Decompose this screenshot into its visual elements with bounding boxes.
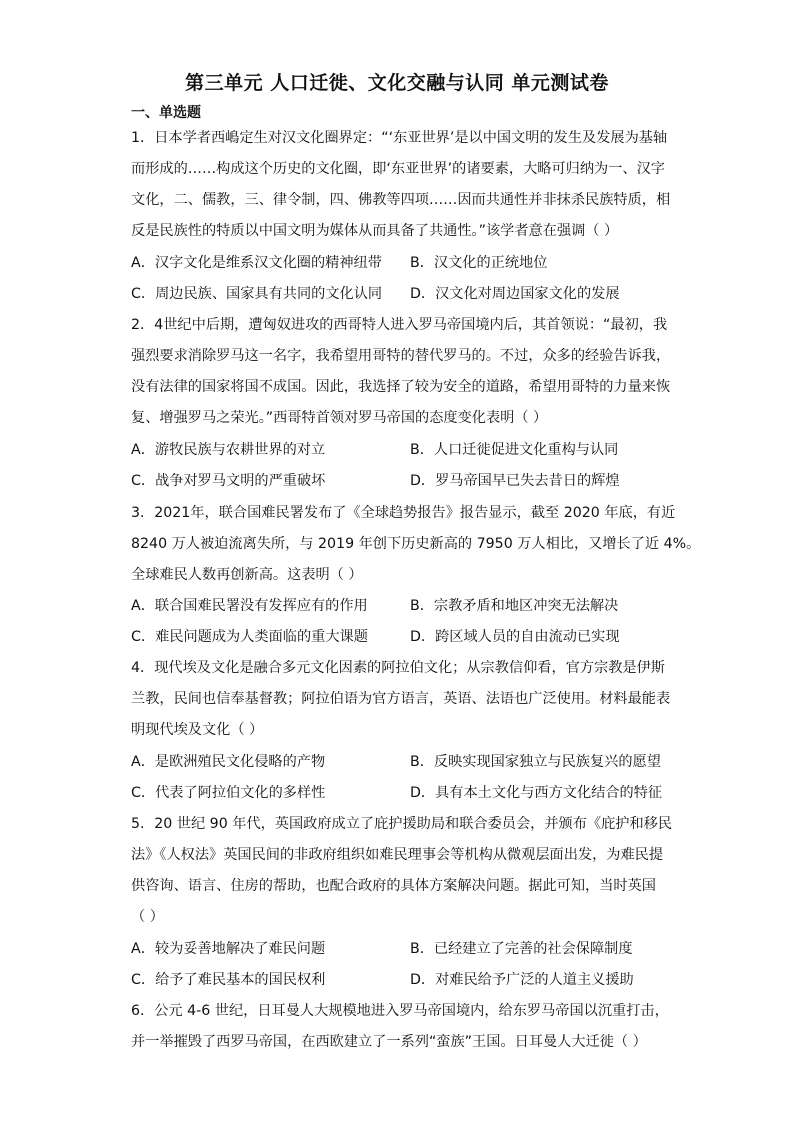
question-3-option-a[interactable]: A．联合国难民署没有发挥应有的作用 [131, 598, 368, 614]
question-3-option-b[interactable]: B．宗教矛盾和地区冲突无法解决 [410, 598, 619, 614]
question-1-option-b[interactable]: B．汉文化的正统地位 [410, 255, 548, 271]
question-4-option-c[interactable]: C．代表了阿拉伯文化的多样性 [131, 785, 326, 801]
question-1-line-3: 文化，二、儒教，三、律令制，四、佛教等四项……因而共通性并非抹杀民族特质，相 [131, 192, 671, 208]
question-1-option-d[interactable]: D．汉文化对周边国家文化的发展 [410, 286, 620, 302]
question-2-line-1: 2．4世纪中后期，遭匈奴进攻的西哥特人进入罗马帝国境内后，其首领说：“最初，我 [131, 317, 668, 333]
question-4-option-b[interactable]: B．反映实现国家独立与民族复兴的愿望 [410, 754, 661, 770]
question-4-line-1: 4．现代埃及文化是融合多元文化因素的阿拉伯文化；从宗教信仰看，官方宗教是伊斯 [131, 660, 665, 676]
question-5-line-4: （ ） [131, 909, 164, 925]
question-3-line-1: 3．2021年，联合国难民署发布了《全球趋势报告》报告显示，截至 2020 年底，有近 [131, 505, 676, 521]
question-2-option-a[interactable]: A．游牧民族与农耕世界的对立 [131, 442, 326, 458]
question-1-line-2: 而形成的……构成这个历史的文化圈，即‘东亚世界’的诸要素，大略可归纳为一、汉字 [131, 161, 665, 177]
question-4-line-2: 兰教，民间也信奉基督教；阿拉伯语为官方语言，英语、法语也广泛使用。材料最能表 [131, 691, 671, 707]
section-heading: 一、单选题 [131, 105, 201, 121]
question-2-line-2: 强烈要求消除罗马这一名字，我希望用哥特的替代罗马的。不过，众多的经验告诉我， [131, 348, 671, 364]
question-6-line-2: 并一举摧毁了西罗马帝国，在西欧建立了一系列“蛮族”王国。日耳曼人大迁徙（ ） [131, 1034, 647, 1050]
question-2-option-d[interactable]: D．罗马帝国早已失去昔日的辉煌 [410, 473, 620, 489]
question-2-line-4: 复、增强罗马之荣光。”西哥特首领对罗马帝国的态度变化表明（ ） [131, 410, 548, 426]
question-2-line-3: 没有法律的国家将国不成国。因此，我选择了较为安全的道路，希望用哥特的力量来恢 [131, 379, 671, 395]
question-4-option-d[interactable]: D．具有本土文化与西方文化结合的特征 [410, 785, 663, 801]
question-5-option-a[interactable]: A．较为妥善地解决了难民问题 [131, 941, 326, 957]
question-5-option-d[interactable]: D．对难民给予广泛的人道主义援助 [410, 972, 634, 988]
question-5-line-2: 法》《人权法》英国民间的非政府组织如难民理事会等机构从微观层面出发，为难民提 [131, 847, 664, 863]
question-1-option-c[interactable]: C．周边民族、国家具有共同的文化认同 [131, 286, 383, 302]
question-4-option-a[interactable]: A．是欧洲殖民文化侵略的产物 [131, 754, 326, 770]
question-5-option-b[interactable]: B．已经建立了完善的社会保障制度 [410, 941, 633, 957]
page-title: 第三单元 人口迁徙、文化交融与认同 单元测试卷 [185, 72, 609, 94]
question-2-option-c[interactable]: C．战争对罗马文明的严重破坏 [131, 473, 326, 489]
question-5-line-3: 供咨询、语言、住房的帮助，也配合政府的具体方案解决问题。据此可知，当时英国 [131, 878, 656, 894]
question-6-line-1: 6．公元 4-6 世纪，日耳曼人大规模地进入罗马帝国境内，给东罗马帝国以沉重打击， [131, 1003, 669, 1019]
question-3-option-d[interactable]: D．跨区域人员的自由流动已实现 [410, 629, 620, 645]
question-1-line-1: 1．日本学者西嶋定生对汉文化圈界定：“‘东亚世界’是以中国文明的发生及发展为基轴 [131, 130, 668, 146]
question-3-line-2: 8240 万人被迫流离失所，与 2019 年创下历史新高的 7950 万人相比，又增长了近 4%。 [131, 536, 701, 552]
question-1-option-a[interactable]: A．汉字文化是维系汉文化圈的精神纽带 [131, 255, 382, 271]
question-5-option-c[interactable]: C．给予了难民基本的国民权利 [131, 972, 326, 988]
question-1-line-4: 反是民族性的特质以中国文明为媒体从而具备了共通性。”该学者意在强调（ ） [131, 223, 619, 239]
question-3-option-c[interactable]: C．难民问题成为人类面临的重大课题 [131, 629, 368, 645]
question-2-option-b[interactable]: B．人口迁徙促进文化重构与认同 [410, 442, 619, 458]
question-4-line-3: 明现代埃及文化（ ） [131, 722, 264, 738]
question-3-line-3: 全球难民人数再创新高。这表明（ ） [131, 567, 363, 583]
question-5-line-1: 5．20 世纪 90 年代，英国政府成立了庇护援助局和联合委员会，并颁布《庇护和移民 [131, 816, 673, 832]
